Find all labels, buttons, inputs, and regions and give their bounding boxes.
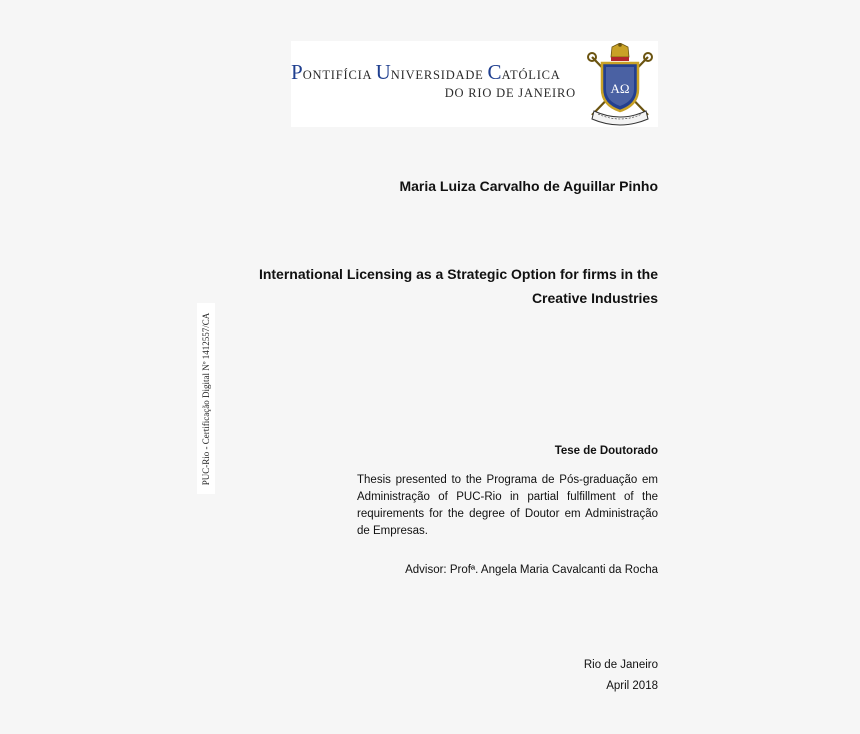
logo-initial-u: U — [375, 60, 391, 84]
logo-city-line: DO RIO DE JANEIRO — [444, 86, 576, 100]
logo-initial-c: C — [487, 60, 502, 84]
university-logo — [291, 41, 658, 127]
logo-word-universidade: NIVERSIDADE — [390, 68, 488, 82]
logo-university-name — [291, 60, 561, 85]
logo-word-pontificia: ONTIFÍCIA — [302, 68, 376, 82]
logo-initial-p: P — [291, 60, 303, 84]
author-name: Maria Luiza Carvalho de Aguillar Pinho — [399, 178, 658, 194]
thesis-statement: Thesis presented to the Programa de Pós-graduação em Administração of PUC-Rio in partial fulfillment of the requirements for the degree of Doutor em Administração de Empresas. — [357, 474, 658, 537]
puc-rio-crest-icon — [584, 43, 656, 127]
thesis-title-line-1: International Licensing as a Strategic Option for firms in the — [258, 266, 658, 282]
certification-text: PUC-Rio - Certificação Digital Nº 1412557/CA — [201, 312, 211, 485]
digital-certification-stamp — [197, 303, 215, 494]
degree-type: Tese de Doutorado — [554, 445, 658, 457]
city: Rio de Janeiro — [583, 659, 658, 671]
date: April 2018 — [606, 680, 658, 692]
advisor-line: Advisor: Profª. Angela Maria Cavalcanti da Rocha — [405, 564, 658, 576]
svg-text:AΩ: AΩ — [610, 81, 630, 96]
logo-word-catolica: ATÓLICA — [501, 68, 561, 82]
thesis-title-line-2: Creative Industries — [531, 290, 658, 306]
thesis-title — [238, 262, 658, 310]
